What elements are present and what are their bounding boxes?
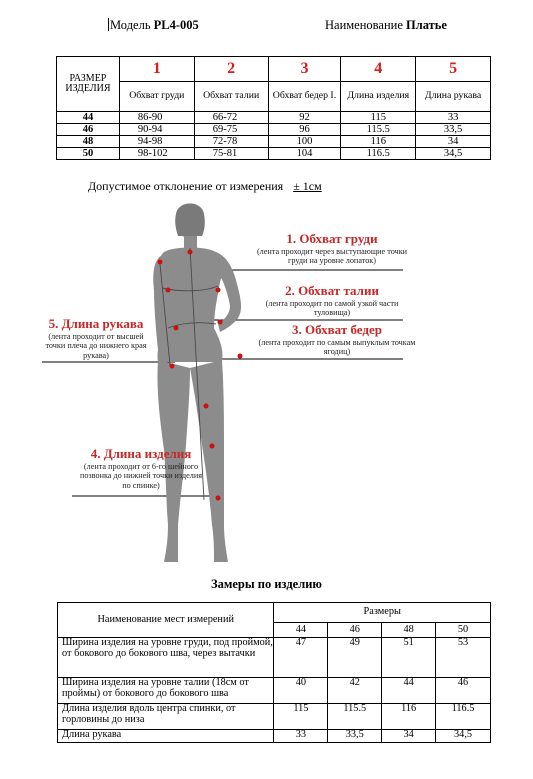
sizes-header: Размеры xyxy=(274,603,491,623)
col-label-1: Обхват груди xyxy=(119,82,194,112)
table-cell: 98-102 xyxy=(119,148,194,160)
table-cell: 86-90 xyxy=(119,112,194,124)
table-cell: 104 xyxy=(268,148,341,160)
size-cell: 46 xyxy=(57,124,120,136)
tolerance-text: Допустимое отклонение от измерения xyxy=(88,179,284,193)
model-line xyxy=(108,18,199,33)
table-row xyxy=(58,730,491,743)
table-cell: 46 xyxy=(436,678,491,704)
tolerance-value: ± 1см xyxy=(293,179,322,193)
table-row xyxy=(57,124,491,136)
col-num-2: 2 xyxy=(194,57,268,82)
label-desc: (лента проходит от высшей точки плеча до нижнего края рукава) xyxy=(45,332,147,360)
col-label-2: Обхват талии xyxy=(194,82,268,112)
measure-dot xyxy=(216,496,221,501)
figure-neck xyxy=(184,236,197,248)
figure-hair xyxy=(175,204,205,237)
table-cell: 53 xyxy=(436,638,491,678)
col-label-4: Длина изделия xyxy=(341,82,416,112)
label-chest xyxy=(256,231,408,266)
text-cursor xyxy=(108,18,109,31)
label-waist xyxy=(258,283,406,318)
col-num-3: 3 xyxy=(268,57,341,82)
table-cell: 33 xyxy=(416,112,491,124)
table-cell: 33,5 xyxy=(328,730,382,743)
table-row xyxy=(58,678,491,704)
measurements-title: Замеры по изделию xyxy=(211,577,322,591)
label-title: 3. Обхват бедер xyxy=(292,322,382,337)
table-cell: 33,5 xyxy=(416,124,491,136)
measure-dot xyxy=(238,354,243,359)
size-cell: 50 xyxy=(57,148,120,160)
tolerance-note xyxy=(88,179,322,194)
table-row xyxy=(57,112,491,124)
measure-dot xyxy=(218,320,223,325)
table-cell: 66-72 xyxy=(194,112,268,124)
col-num-5: 5 xyxy=(416,57,491,82)
table-cell: 90-94 xyxy=(119,124,194,136)
label-sleeve xyxy=(40,316,152,360)
row-label: Длина изделия вдоль центра спинки, от горловины до низа xyxy=(58,704,274,730)
size-col-header: 48 xyxy=(382,623,436,638)
name-value: Платье xyxy=(406,18,447,32)
table-cell: 116 xyxy=(382,704,436,730)
table-cell: 94-98 xyxy=(119,136,194,148)
table-cell: 115.5 xyxy=(341,124,416,136)
label-title: 1. Обхват груди xyxy=(286,231,378,246)
table-row xyxy=(58,704,491,730)
table-cell: 34,5 xyxy=(416,148,491,160)
measure-dot xyxy=(158,260,163,265)
label-desc: (лента проходит от 6-го шейного позвонка до нижней точки изделия по спинке) xyxy=(79,462,203,490)
measure-dot xyxy=(204,404,209,409)
table-cell: 51 xyxy=(382,638,436,678)
size-header: РАЗМЕР ИЗДЕЛИЯ xyxy=(57,57,120,112)
name-line xyxy=(325,18,447,33)
table-cell: 115.5 xyxy=(328,704,382,730)
table-row xyxy=(58,638,491,678)
size-cell: 44 xyxy=(57,112,120,124)
col-num-1: 1 xyxy=(119,57,194,82)
table-cell: 116.5 xyxy=(436,704,491,730)
label-hips xyxy=(258,322,416,357)
table-cell: 92 xyxy=(268,112,341,124)
row-label: Длина рукава xyxy=(58,730,274,743)
size-table xyxy=(56,56,491,160)
col-label-5: Длина рукава xyxy=(416,82,491,112)
row-label: Ширина изделия на уровне груди, под проймой, от бокового до бокового шва, через вытачки xyxy=(58,638,274,678)
measure-dot xyxy=(216,288,221,293)
measure-dot xyxy=(188,250,193,255)
model-value: PL4-005 xyxy=(153,18,199,32)
measure-dot xyxy=(174,326,179,331)
table-cell: 69-75 xyxy=(194,124,268,136)
size-col-header: 44 xyxy=(274,623,328,638)
col-label-3: Обхват бедер I. xyxy=(268,82,341,112)
label-title: 5. Длина рукава xyxy=(48,316,144,331)
label-length xyxy=(76,446,206,490)
table-cell: 34 xyxy=(416,136,491,148)
table-cell: 34 xyxy=(382,730,436,743)
col-num-4: 4 xyxy=(341,57,416,82)
label-title: 4. Длина изделия xyxy=(90,446,192,461)
measure-dot xyxy=(210,444,215,449)
label-desc: (лента проходит через выступающие точки груди на уровне лопаток) xyxy=(256,247,408,266)
label-title: 2. Обхват талии xyxy=(285,283,379,298)
table-cell: 72-78 xyxy=(194,136,268,148)
table-row xyxy=(57,136,491,148)
table-cell: 34,5 xyxy=(436,730,491,743)
body-figure xyxy=(140,200,260,570)
model-label: Модель xyxy=(110,18,151,32)
table-cell: 116.5 xyxy=(341,148,416,160)
table-cell: 100 xyxy=(268,136,341,148)
size-col-header: 50 xyxy=(436,623,491,638)
row-label: Ширина изделия на уровне талии (18см от проймы) от бокового до бокового шва xyxy=(58,678,274,704)
name-header: Наименование мест измерений xyxy=(58,603,274,638)
table-cell: 33 xyxy=(274,730,328,743)
table-cell: 42 xyxy=(328,678,382,704)
table-cell: 49 xyxy=(328,638,382,678)
label-desc: (лента проходит по самым выпуклым точкам ягодиц) xyxy=(258,338,416,357)
measurements-table xyxy=(57,602,491,743)
size-col-header: 46 xyxy=(328,623,382,638)
size-cell: 48 xyxy=(57,136,120,148)
table-cell: 75-81 xyxy=(194,148,268,160)
table-cell: 115 xyxy=(274,704,328,730)
label-desc: (лента проходит по самой узкой части туловища) xyxy=(265,299,399,318)
table-cell: 44 xyxy=(382,678,436,704)
table-cell: 40 xyxy=(274,678,328,704)
table-cell: 96 xyxy=(268,124,341,136)
table-cell: 116 xyxy=(341,136,416,148)
table-row xyxy=(57,148,491,160)
table-cell: 115 xyxy=(341,112,416,124)
measure-dot xyxy=(166,288,171,293)
measure-dot xyxy=(170,364,175,369)
table-cell: 47 xyxy=(274,638,328,678)
name-label: Наименование xyxy=(325,18,403,32)
